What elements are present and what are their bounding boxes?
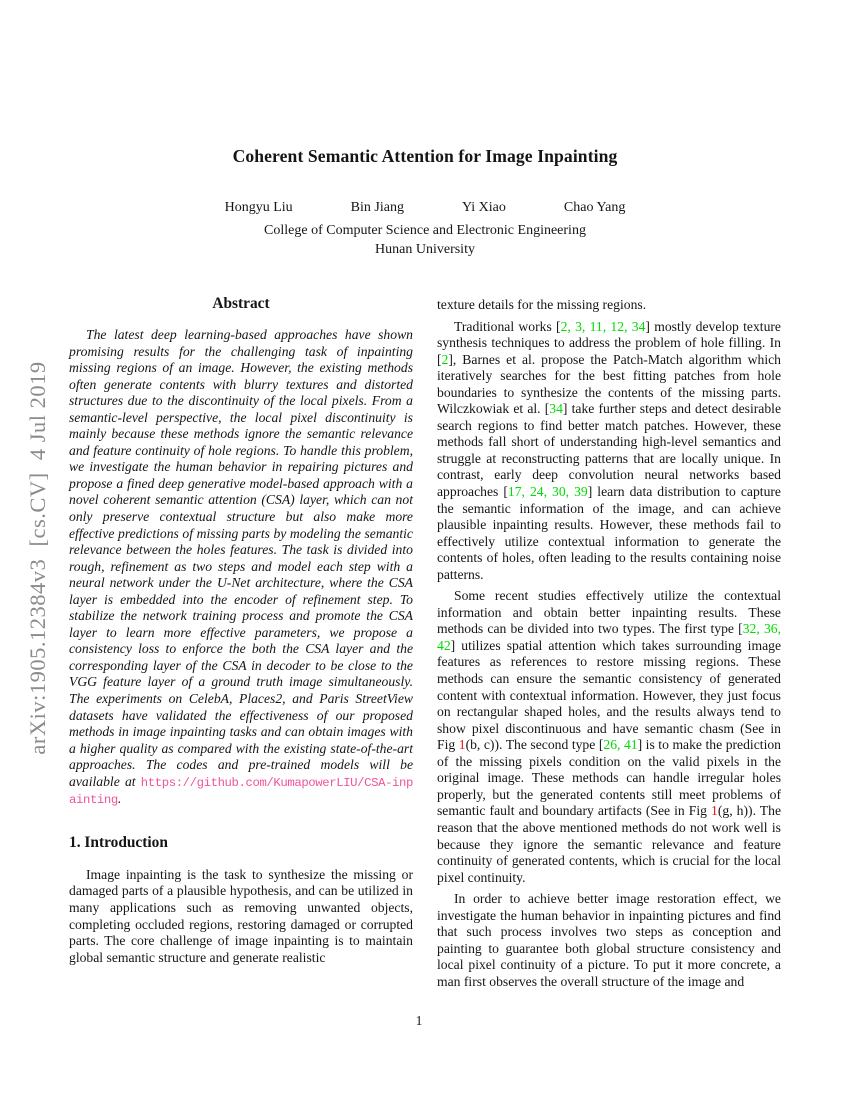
text-segment: . bbox=[117, 791, 122, 807]
text-segment: ] take further steps and detect desirable search regions to find better match patches. However, these methods fall short of understanding high-level semantics and struggle at reconstructing patterns that are locally unique. In contrast, early deep convolution neural networks based approaches [ bbox=[437, 401, 781, 500]
text-segment: The latest deep learning-based approaches have shown promising results for the challenging task of inpainting missing regions of an image. However, the existing methods often generate contents with blurry textures and distorted structures due to the discontinuity of the local pixels. From a semantic-level perspective, the local pixel discontinuity is mainly because these methods ignore the semantic relevance and feature continuity of hole regions. To handle this problem, we investigate the human behavior in repairing pictures and propose a fined deep generative model-based approach with a novel coherent semantic attention (CSA) layer, which can not only preserve contextual structure but also make more effective predictions of missing parts by modeling the semantic relevance between the holes features. The task is divided into rough, refinement as two steps and model each step with a neural network under the U-Net architecture, where the CSA layer is embedded into the encoder of refinement step. To stabilize the network training process and promote the CSA layer to learn more effective parameters, we propose a consistency loss to enforce the both the CSA layer and the corresponding layer of the CSA in decoder to be close to the VGG feature layer of a ground truth image simultaneously. The experiments on CelebA, Places2, and Paris StreetView datasets have validated the effectiveness of our proposed methods in image inpainting tasks and can obtain images with a higher quality as compared with the existing state-of-the-art approaches. The codes and pre-trained models will be available at bbox=[69, 327, 413, 789]
paragraph-continuation: texture details for the missing regions. bbox=[437, 297, 647, 312]
text-segment: (b, c)). The second type [ bbox=[465, 737, 604, 753]
intro-paragraph: Image inpainting is the task to synthesize the missing or damaged parts of a plausible hypothesis, and can be utilized in many applications such as removing unwanted objects, completing occluded regions, restoring damaged or corrupted parts. The core challenge of image inpainting is to maintain global semantic structure and generate realistic bbox=[69, 866, 413, 965]
citation-link[interactable]: 2, 3, 11, 12, 34 bbox=[560, 318, 646, 334]
text-segment: ] learn data distribution to capture the semantic information of the image, and can achieve plausible inpainting results. However, these methods fail to effectively utilize contextual information to generate the contents of holes, often leading to the results containing noise patterns. bbox=[437, 484, 781, 582]
arxiv-watermark: arXiv:1905.12384v3 [cs.CV] 4 Jul 2019 bbox=[25, 361, 50, 755]
paragraph-traditional-works bbox=[437, 319, 781, 584]
text-segment: ], Barnes et al. propose the Patch-Match algorithm which iteratively searches for the best fitting patches from hole boundaries to synthesize the contents of the missing parts. Wilczkowiak et al. [ bbox=[437, 351, 781, 417]
author-name: Chao Yang bbox=[563, 200, 626, 215]
text-segment: Some recent studies effectively utilize the contextual information and obtain better inpainting results. These methods can be divided into two types. The first type [ bbox=[437, 588, 781, 637]
citation-link[interactable]: 17, 24, 30, 39 bbox=[507, 484, 588, 500]
abstract-paragraph bbox=[69, 327, 413, 809]
figure-link[interactable]: 1 bbox=[458, 737, 466, 753]
abstract-heading: Abstract bbox=[212, 295, 270, 312]
text-segment: ] is to make the prediction of the missing pixels condition on the valid pixels in the original image. These methods can handle irregular holes properly, but the generated contents still meet problems of semantic fault and boundary artifacts (See in Fig bbox=[437, 737, 781, 819]
paper-title: Coherent Semantic Attention for Image Inpainting bbox=[232, 146, 618, 166]
author-list bbox=[0, 200, 850, 216]
right-column bbox=[437, 292, 781, 995]
author-name: Yi Xiao bbox=[461, 200, 506, 215]
paragraph-human-behavior: In order to achieve better image restoration effect, we investigate the human behavior in inpainting pictures and find that such process involves two steps as conception and painting to guarantee both global structure consistency and local pixel continuity of a picture. To put it more concrete, a man first observes the overall structure of the image and bbox=[437, 891, 781, 989]
text-segment: ] mostly develop texture synthesis techniques to address the problem of hole filling. In [ bbox=[437, 318, 781, 367]
two-column-body bbox=[69, 292, 781, 995]
section-heading-introduction: 1. Introduction bbox=[69, 833, 168, 851]
page-number: 1 bbox=[415, 1013, 423, 1028]
figure-link[interactable]: 1 bbox=[711, 803, 718, 819]
affiliation-department: College of Computer Science and Electronic Engineering bbox=[264, 223, 586, 238]
url-link[interactable]: https://github.com/KumapowerLIU/CSA-inpainting bbox=[69, 775, 413, 808]
citation-link[interactable]: 32, 36, 42 bbox=[437, 621, 781, 653]
author-name: Bin Jiang bbox=[350, 200, 404, 215]
citation-link[interactable]: 26, 41 bbox=[603, 737, 638, 753]
affiliation bbox=[0, 221, 850, 259]
text-segment: ] utilizes spatial attention which takes surrounding image features as references to restore missing regions. These methods can ensure the semantic consistency of generated content with contextual information. However, they just focus on rectangular shaped holes, and the results always tend to show pixel discontinuous and have semantic chasm (See in Fig bbox=[437, 637, 781, 753]
text-segment: Traditional works [ bbox=[454, 318, 561, 334]
left-column bbox=[69, 292, 413, 995]
paragraph-recent-studies bbox=[437, 588, 781, 886]
citation-link[interactable]: 2 bbox=[441, 351, 449, 367]
affiliation-university: Hunan University bbox=[375, 242, 475, 257]
citation-link[interactable]: 34 bbox=[549, 401, 563, 417]
author-name: Hongyu Liu bbox=[224, 200, 293, 215]
text-segment: (g, h)). The reason that the above mentioned methods do not work well is because they ignore the semantic relevance and feature continuity of generated contents, which is crucial for the local pixel continuity. bbox=[437, 803, 781, 885]
paper-header bbox=[0, 146, 850, 259]
